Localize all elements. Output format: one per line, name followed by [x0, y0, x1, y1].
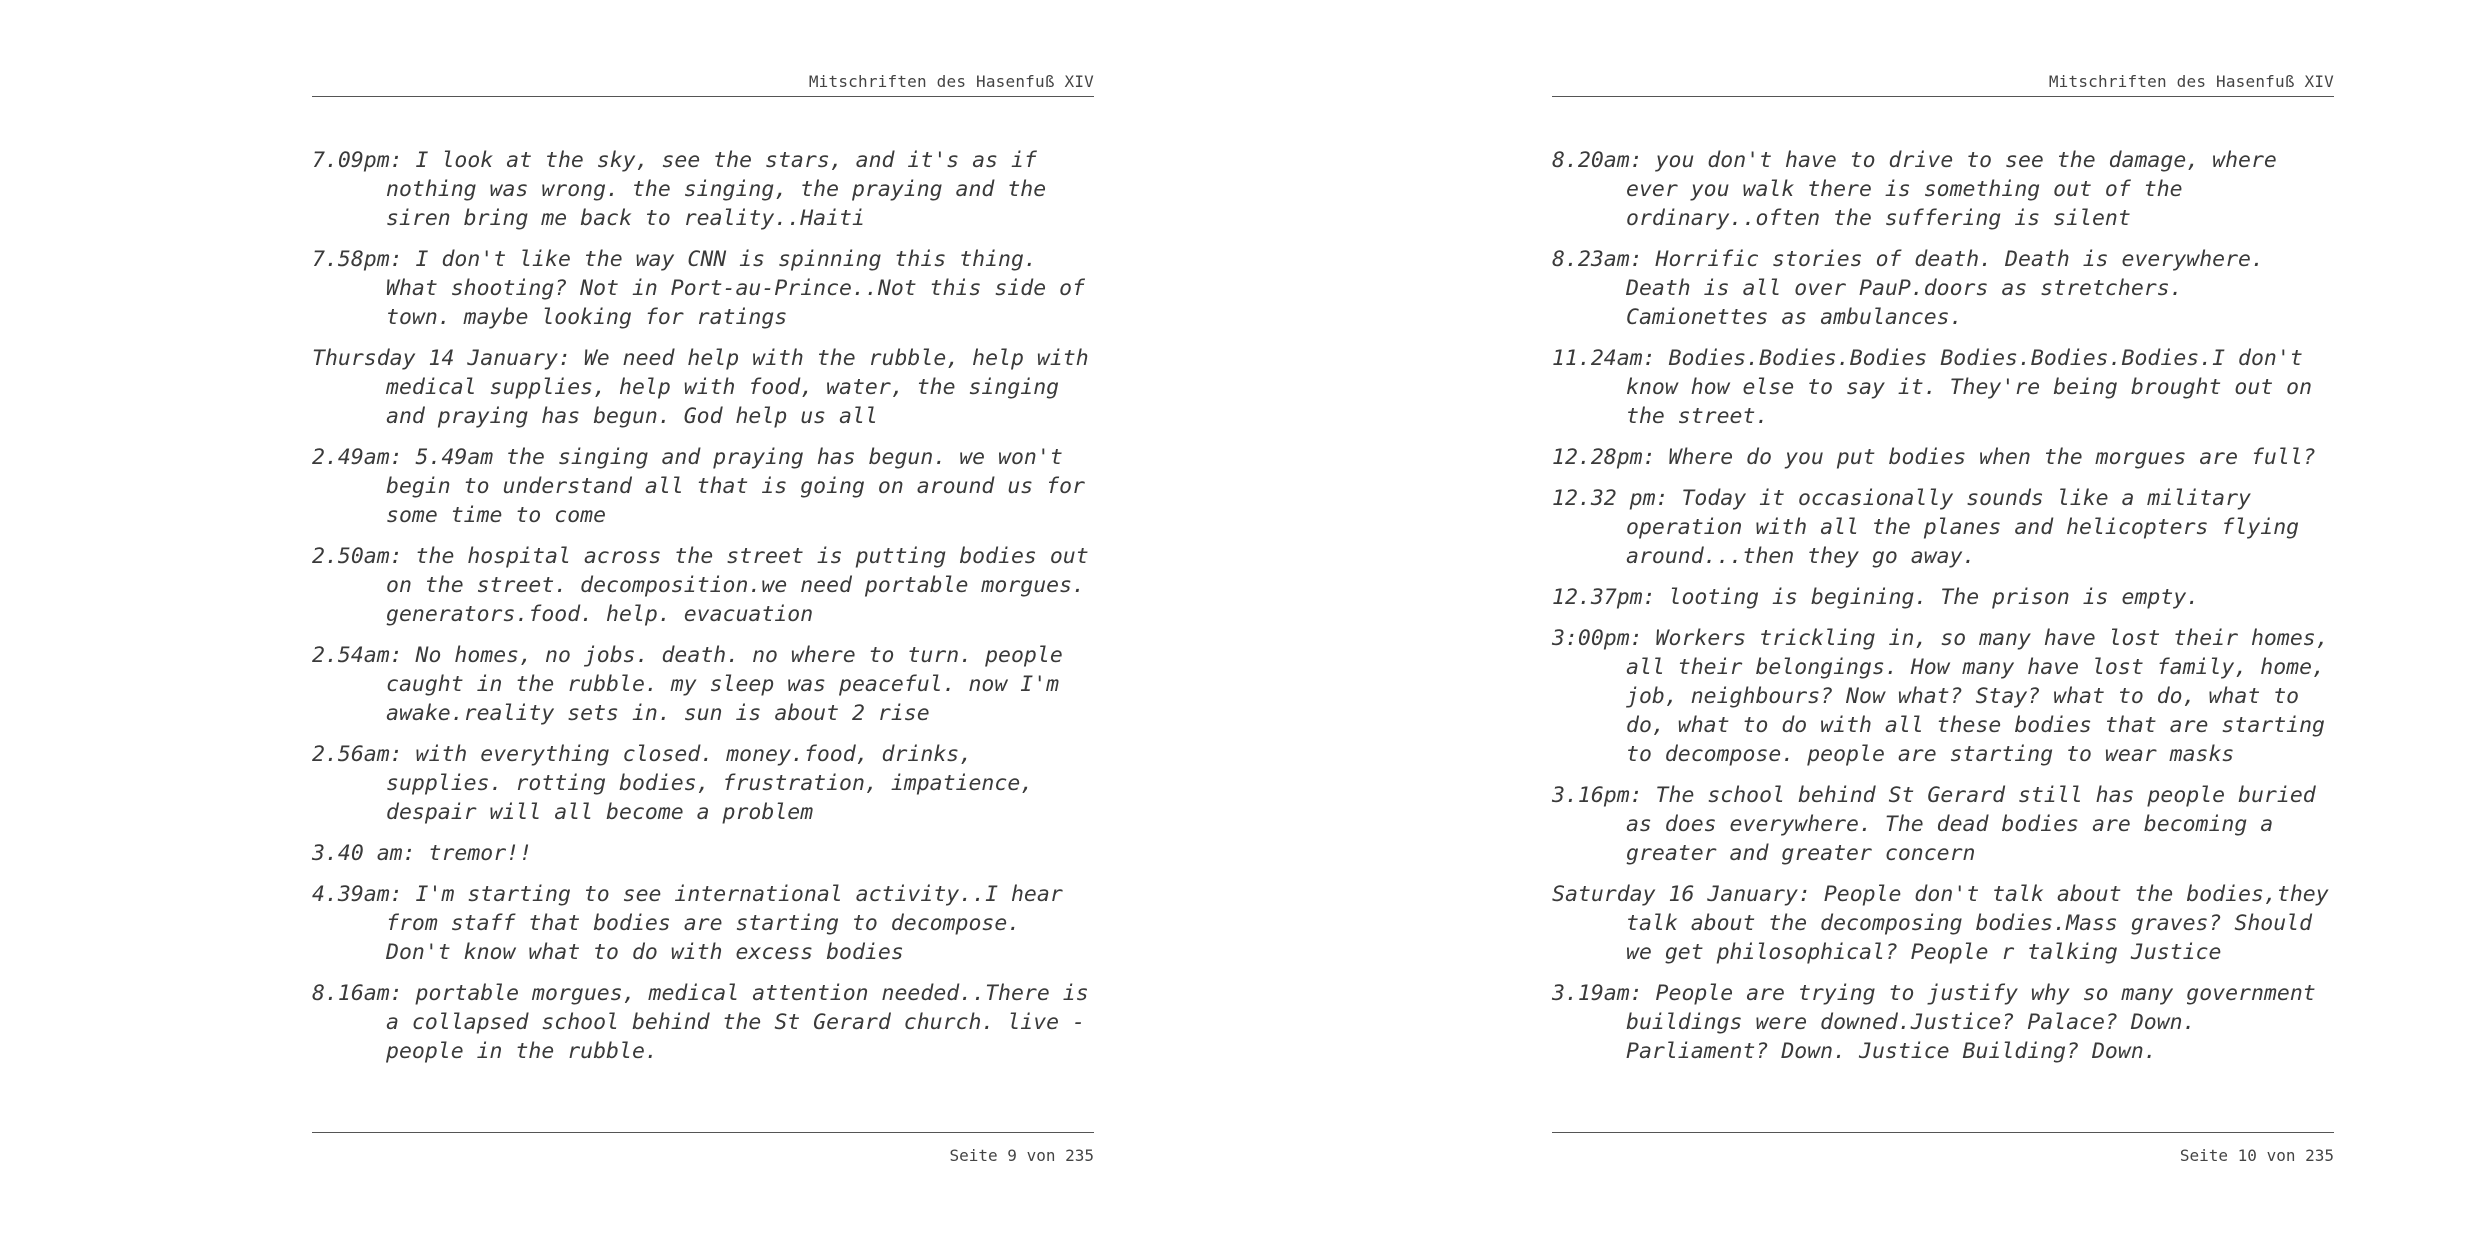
log-entry: 8.20am: you don't have to drive to see the damage, where ever you walk there is something out of the ordinary..often the suffering is silent	[1552, 148, 2277, 231]
log-entry: 7.09pm: I look at the sky, see the stars, and it's as if nothing was wrong. the singing, the praying and the siren bring me back to reality..Haiti	[312, 148, 1047, 231]
entry-list	[1552, 146, 2334, 1078]
header-rule	[312, 96, 1094, 97]
log-entry: 12.32 pm: Today it occasionally sounds like a military operation with all the planes and helicopters flying around...then they go away.	[1552, 486, 2300, 569]
log-entry: Thursday 14 January: We need help with the rubble, help with medical supplies, help with food, water, the singing and praying has begun. God help us all	[312, 346, 1089, 429]
log-entry: 2.56am: with everything closed. money.food, drinks, supplies. rotting bodies, frustration, impatience, despair will all become a problem	[312, 742, 1034, 825]
header-rule	[1552, 96, 2334, 97]
log-entry: 4.39am: I'm starting to see international activity..I hear from staff that bodies are starting to decompose. Don't know what to do with excess bodies	[312, 882, 1063, 965]
page-number: Seite 9 von 235	[949, 1146, 1094, 1165]
log-entry: Saturday 16 January: People don't talk about the bodies,they talk about the decomposing bodies.Mass graves? Should we get philosophical? People r talking Justice	[1552, 882, 2329, 965]
log-entry: 3.40 am: tremor!!	[312, 841, 533, 866]
footer-rule	[1552, 1132, 2334, 1133]
log-entry: 2.49am: 5.49am the singing and praying has begun. we won't begin to understand all that is going on around us for some time to come	[312, 445, 1085, 528]
left-page	[312, 0, 1094, 1240]
log-entry: 12.37pm: looting is begining. The prison is empty.	[1552, 585, 2200, 610]
running-head: Mitschriften des Hasenfuß XIV	[2048, 72, 2334, 91]
page-number: Seite 10 von 235	[2179, 1146, 2334, 1165]
log-entry: 11.24am: Bodies.Bodies.Bodies Bodies.Bodies.Bodies.I don't know how else to say it. They're being brought out on the street.	[1552, 346, 2313, 429]
log-entry: 8.23am: Horrific stories of death. Death is everywhere. Death is all over PauP.doors as stretchers. Camionettes as ambulances.	[1552, 247, 2264, 330]
log-entry: 12.28pm: Where do you put bodies when the morgues are full?	[1552, 445, 2316, 470]
footer-rule	[312, 1132, 1094, 1133]
log-entry: 3:00pm: Workers trickling in, so many have lost their homes, all their belongings. How many have lost family, home, job, neighbours? Now what? Stay? what to do, what to do, what to do with all these bodies that are starting to decompose. people are starting to wear masks	[1552, 626, 2329, 767]
right-page	[1552, 0, 2334, 1240]
log-entry: 7.58pm: I don't like the way CNN is spinning this thing. What shooting? Not in Port-au-Prince..Not this side of town. maybe looking for ratings	[312, 247, 1085, 330]
log-entry: 8.16am: portable morgues, medical attention needed..There is a collapsed school behind the St Gerard church. live - people in the rubble.	[312, 981, 1089, 1064]
log-entry: 3.19am: People are trying to justify why so many government buildings were downed.Justice? Palace? Down. Parliament? Down. Justice Building? Down.	[1552, 981, 2316, 1064]
log-entry: 2.50am: the hospital across the street is putting bodies out on the street. decomposition.we need portable morgues. generators.food. help. evacuation	[312, 544, 1089, 627]
entry-list	[312, 146, 1094, 1078]
log-entry: 2.54am: No homes, no jobs. death. no where to turn. people caught in the rubble. my sleep was peaceful. now I'm awake.reality sets in. sun is about 2 rise	[312, 643, 1063, 726]
running-head: Mitschriften des Hasenfuß XIV	[808, 72, 1094, 91]
log-entry: 3.16pm: The school behind St Gerard still has people buried as does everywhere. The dead bodies are becoming a greater and greater concern	[1552, 783, 2316, 866]
